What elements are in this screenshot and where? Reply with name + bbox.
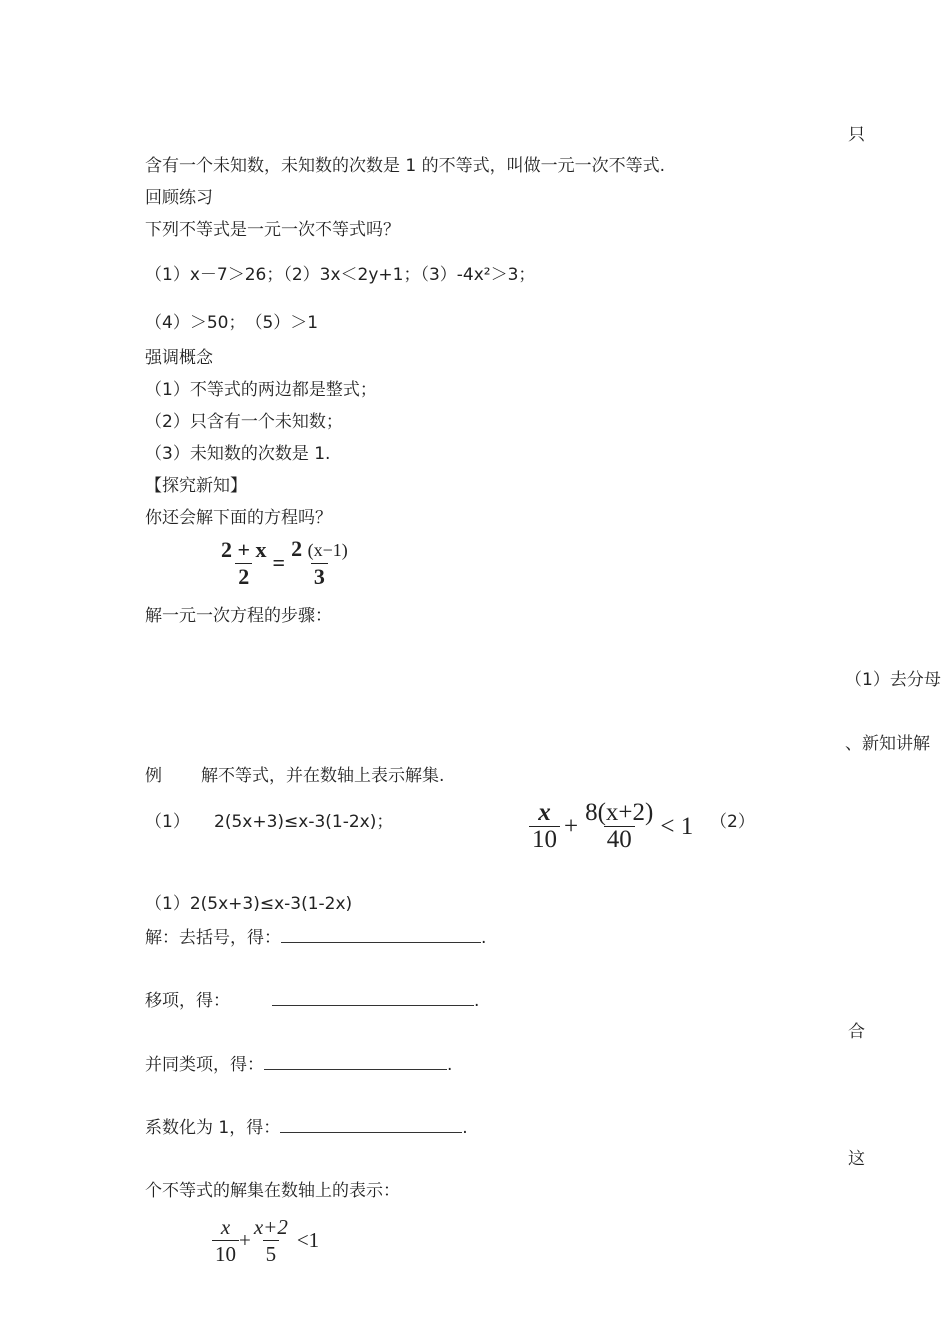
- solution-step-4: [145, 1116, 468, 1139]
- example-2-relation: < 1: [660, 812, 694, 840]
- emphasis-title: 强调概念: [145, 348, 213, 368]
- emphasis-item-1: （1）不等式的两边都是整式；: [145, 380, 377, 400]
- equation-lhs-denominator: 2: [235, 563, 252, 590]
- solution-step-1-label: 解：去括号，得：: [145, 928, 281, 948]
- solution-step-2-blank[interactable]: [272, 989, 474, 1006]
- bottom-fraction-b-denominator: 5: [263, 1240, 280, 1264]
- equation-rhs-denominator: 3: [311, 563, 328, 590]
- side-char-zhe: 这: [848, 1149, 865, 1169]
- example-2-fraction-a: [529, 800, 560, 853]
- side-new-knowledge: 、新知讲解: [845, 734, 930, 754]
- equation-rhs-numerator: [288, 536, 351, 563]
- equation-lhs-fraction: [218, 537, 270, 590]
- bottom-plus: +: [239, 1228, 251, 1252]
- solution-step-1-blank[interactable]: [281, 926, 481, 943]
- emphasis-item-3: （3）未知数的次数是 1.: [145, 444, 331, 464]
- solution-step-3-label: 并同类项，得：: [145, 1055, 264, 1075]
- example-2-fraction-b-numerator: 8(x+2): [585, 799, 654, 826]
- example-label: 例: [145, 766, 162, 786]
- numberline-text: 个不等式的解集在数轴上的表示：: [145, 1181, 400, 1201]
- explore-question: 你还会解下面的方程吗？: [145, 508, 332, 528]
- bottom-fraction-a-denominator: 10: [212, 1240, 239, 1264]
- example-2-fraction-b: [582, 800, 656, 853]
- example-2-fraction-a-denominator: 10: [529, 826, 560, 853]
- equation-rhs-numerator-coef: 2: [291, 536, 303, 561]
- equation-rhs-fraction: [288, 536, 351, 590]
- side-step-1: （1）去分母: [845, 670, 941, 690]
- review-title: 回顾练习: [145, 188, 213, 208]
- bottom-relation: <1: [296, 1228, 320, 1252]
- equation-rhs-numerator-paren: (x−1): [307, 540, 348, 560]
- solution-step-4-label: 系数化为 1，得：: [145, 1118, 281, 1138]
- solution-step-4-blank[interactable]: [280, 1116, 462, 1133]
- review-items-line-1: （1）x－7＞26；（2）3x＜2y+1；（3）-4x²＞3；: [145, 265, 536, 285]
- equation-equals: =: [272, 550, 286, 575]
- solution-step-3-end: .: [447, 1055, 453, 1075]
- example-1-expression: 2(5x+3)≤x-3(1-2x)；: [214, 812, 394, 832]
- solution-step-4-end: .: [462, 1118, 468, 1138]
- solution-step-2-label: 移项，得：: [145, 991, 230, 1011]
- explore-title: 【探究新知】: [145, 476, 247, 496]
- side-char-he: 合: [848, 1022, 865, 1042]
- solution-step-2: [145, 989, 479, 1012]
- bottom-fraction-b: [251, 1214, 291, 1264]
- bottom-fraction-a-numerator: x: [220, 1215, 231, 1239]
- solution-step-3-blank[interactable]: [264, 1053, 447, 1070]
- example-2-formula: [529, 800, 693, 853]
- bottom-formula: [212, 1214, 319, 1264]
- equation: [218, 536, 351, 590]
- example-2-fraction-a-numerator: x: [538, 799, 551, 826]
- review-items-line-2: （4）＞50； （5）＞1: [145, 313, 319, 333]
- solution-step-2-end: .: [474, 991, 480, 1011]
- bottom-formula-clip: [212, 1214, 372, 1264]
- emphasis-item-2: （2）只含有一个未知数；: [145, 412, 343, 432]
- definition-text: 含有一个未知数，未知数的次数是 1 的不等式，叫做一元一次不等式.: [145, 156, 666, 176]
- review-question: 下列不等式是一元一次不等式吗？: [145, 220, 400, 240]
- bottom-fraction-b-numerator: x+2: [253, 1215, 288, 1239]
- steps-title: 解一元一次方程的步骤：: [145, 606, 332, 626]
- bottom-fraction-a: [212, 1214, 239, 1264]
- equation-lhs-numerator: 2 + x: [221, 536, 267, 562]
- solution-step-1: [145, 926, 486, 949]
- side-char-zhi: 只: [848, 125, 865, 145]
- example-1-label: （1）: [145, 812, 190, 832]
- example-text: 解不等式，并在数轴上表示解集.: [201, 766, 445, 786]
- example-2-label: （2）: [710, 812, 755, 832]
- solution-header: （1）2(5x+3)≤x-3(1-2x): [145, 894, 353, 914]
- solution-step-1-end: .: [481, 928, 487, 948]
- example-2-fraction-b-denominator: 40: [604, 826, 635, 853]
- example-2-plus: +: [564, 812, 579, 840]
- solution-step-3: [145, 1053, 452, 1076]
